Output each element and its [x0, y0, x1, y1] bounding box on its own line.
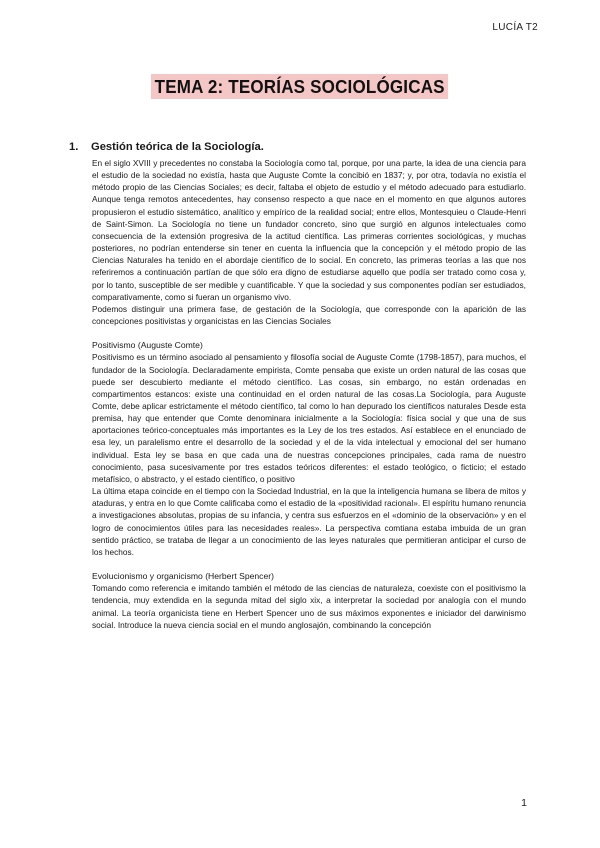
- paragraph-evolutionism: Tomando como referencia e imitando también el método de las ciencias de naturaleza, coexiste con el positivismo la tendencia, muy extendida en la segunda mitad del siglo xix, a interpretar la sociedad por analogía con el mundo animal. La teoría organicista tiene en Herbert Spencer uno de sus máximos exponentes e iniciador del darwinismo social. Introduce la nueva ciencia social en el mundo anglosajón, combinando la concepción: [92, 583, 526, 630]
- section-heading: [69, 140, 526, 154]
- section-number: 1.: [69, 141, 79, 153]
- section-title: Gestión teórica de la Sociología.: [91, 141, 264, 153]
- paragraph-positivism: Positivismo es un término asociado al pensamiento y filosofía social de Auguste Comte (1798-1857), para muchos, el fundador de la Sociología. Declaradamente empirista, Comte pensaba que existe un orden natural de las cosas que puede ser descubierto mediante el método científico. Las cosas, sin embargo, no están ordenadas en compartimentos estancos: existe una continuidad en el orden natural de las cosas.La Sociología, para Auguste Comte, debe aplicar estrictamente el método científico, tal como lo han depurado los científicos naturales Desde esta premisa, hay que entender que Comte denominara inicialmente a la Sociología: física social y que una de sus aportaciones teórico-conceptuales más importantes es la Ley de los tres estados. Así establece en el enunciado de esa ley, un paralelismo entre el desarrollo de la sociedad y el de la vida intelectual y emocional del ser humano individual. Esta ley se basa en que cada una de nuestras concepciones principales, cada rama de nuestro conocimiento, pasa sucesivamente por tres estados teóricos diferentes: el estado teológico, o ficticio; el estado metafísico, o abstracto, y el estado científico, o positivo: [92, 352, 526, 484]
- paragraph-intro: En el siglo XVIII y precedentes no constaba la Sociología como tal, porque, por una parte, la idea de una ciencia para el estudio de la sociedad no existía, hasta que Auguste Comte la concibió en 1837; y, por otra, todavía no existía el método propio de las Ciencias Sociales; es decir, faltaba el objeto de estudio y el método adecuado para estudiarlo. Aunque tenga remotos antecedentes, hay consenso respecto a que nace en el momento en que algunos autores propusieron el estudio sistemático, analítico y empírico de la realidad social; entre ellos, Montesquieu o Claude-Henri de Saint-Simon. La Sociología no tiene un fundador concreto, sino que surgió en algunos intelectuales como consecuencia de la extensión progresiva de la actitud científica. Las primeras corrientes sociológicas, y muchas posteriores, no podrían entenderse sin tener en cuenta la influencia que la concepción y el método propio de las Ciencias Naturales ha tenido en el abordaje científico de lo social. En concreto, las primeras teorías a las que nos referiremos a continuación partían de que sólo era digno de estudiarse aquello que podía ser tratado como cosa y, por lo tanto, susceptible de ser medible y cuantificable. Y que la sociedad y sus componentes podían ser estudiados, comparativamente, como si fueran un organismo vivo.: [92, 158, 526, 302]
- document-body: [69, 140, 526, 631]
- title-container: [0, 74, 600, 99]
- page-number: 1: [521, 797, 527, 809]
- subheading-positivism: Positivismo (Auguste Comte): [92, 340, 203, 351]
- page-title: TEMA 2: TEORÍAS SOCIOLÓGICAS: [151, 74, 448, 99]
- subheading-evolutionism: Evolucionismo y organicismo (Herbert Spencer): [92, 571, 274, 582]
- author-tag: LUCÍA T2: [492, 22, 538, 33]
- paragraph-intro-2: Podemos distinguir una primera fase, de gestación de la Sociología, que corresponde con la aparición de las concepciones positivistas y organicistas en las Ciencias Sociales: [92, 303, 526, 327]
- paragraph-positivism-2: La última etapa coincide en el tiempo con la Sociedad Industrial, en la que la inteligencia humana se libera de mitos y ataduras, y entra en lo que Comte calificaba como el estadio de la «positividad racional». El espíritu humano renuncia a investigaciones absolutas, propias de su infancia, y centra sus esfuerzos en el «dominio de la observación» y en el logro de conocimientos útiles para las necesidades reales». La perspectiva comtiana estaba imbuida de un gran sentido práctico, se trataba de llegar a un conocimiento de las leyes naturales que permitieran anticipar el curso de los hechos.: [92, 486, 526, 557]
